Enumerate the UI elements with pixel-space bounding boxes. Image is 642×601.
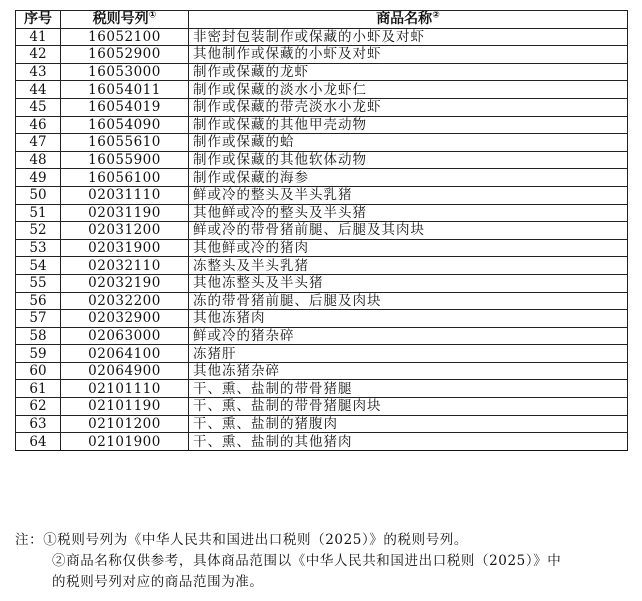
row-code: 02032190 xyxy=(61,274,189,292)
row-code: 16054011 xyxy=(61,81,189,99)
row-seq: 55 xyxy=(16,274,61,292)
row-name: 制作或保藏的淡水小龙虾仁 xyxy=(189,81,628,99)
table-row xyxy=(16,274,628,292)
table-row xyxy=(16,186,628,204)
row-code: 16054019 xyxy=(61,98,189,116)
row-code: 02101190 xyxy=(61,398,189,416)
row-code: 02064100 xyxy=(61,345,189,363)
row-code: 02031110 xyxy=(61,186,189,204)
row-seq: 50 xyxy=(16,186,61,204)
table-row xyxy=(16,292,628,310)
row-seq: 46 xyxy=(16,116,61,134)
row-seq: 48 xyxy=(16,151,61,169)
table-row xyxy=(16,28,628,46)
table-row xyxy=(16,204,628,222)
row-code: 16052900 xyxy=(61,46,189,64)
row-name: 鲜或冷的猪杂碎 xyxy=(189,327,628,345)
row-name: 冻猪肝 xyxy=(189,345,628,363)
row-seq: 49 xyxy=(16,169,61,187)
row-code: 16055610 xyxy=(61,134,189,152)
row-code: 02031900 xyxy=(61,239,189,257)
row-seq: 53 xyxy=(16,239,61,257)
table-row xyxy=(16,415,628,433)
row-name: 制作或保藏的龙虾 xyxy=(189,63,628,81)
row-name: 其他鲜或冷的猪肉 xyxy=(189,239,628,257)
table-row xyxy=(16,310,628,328)
row-code: 02101110 xyxy=(61,380,189,398)
row-name: 制作或保藏的带壳淡水小龙虾 xyxy=(189,98,628,116)
row-name: 干、熏、盐制的带骨猪腿肉块 xyxy=(189,398,628,416)
row-code: 02101900 xyxy=(61,433,189,451)
row-code: 16053000 xyxy=(61,63,189,81)
row-code: 02032200 xyxy=(61,292,189,310)
row-name: 制作或保藏的其他软体动物 xyxy=(189,151,628,169)
table-row xyxy=(16,239,628,257)
row-code: 02063000 xyxy=(61,327,189,345)
row-seq: 63 xyxy=(16,415,61,433)
row-code: 02032110 xyxy=(61,257,189,275)
note-2-line-2: 的税则号列对应的商品范围为准。 xyxy=(52,574,264,590)
note-2-line-1: ②商品名称仅供参考，具体商品范围以《中华人民共和国进出口税则（2025）》中 xyxy=(52,553,562,569)
note-1 xyxy=(15,530,630,551)
table-row xyxy=(16,63,628,81)
row-seq: 60 xyxy=(16,362,61,380)
header-seq: 序号 xyxy=(16,11,61,29)
row-name: 冻整头及半头乳猪 xyxy=(189,257,628,275)
header-name: 商品名称② xyxy=(189,11,628,29)
table-row xyxy=(16,380,628,398)
row-code: 02101200 xyxy=(61,415,189,433)
row-seq: 47 xyxy=(16,134,61,152)
table-row xyxy=(16,222,628,240)
row-seq: 54 xyxy=(16,257,61,275)
row-seq: 52 xyxy=(16,222,61,240)
tariff-table xyxy=(15,10,628,451)
row-seq: 58 xyxy=(16,327,61,345)
table-row xyxy=(16,46,628,64)
table-row xyxy=(16,362,628,380)
table-row xyxy=(16,327,628,345)
code-footnote-marker: ① xyxy=(148,10,157,21)
row-name: 干、熏、盐制的猪腹肉 xyxy=(189,415,628,433)
row-code: 02064900 xyxy=(61,362,189,380)
row-seq: 44 xyxy=(16,81,61,99)
footnotes xyxy=(15,530,630,593)
row-name: 非密封包装制作或保藏的小虾及对虾 xyxy=(189,28,628,46)
row-name: 鲜或冷的整头及半头乳猪 xyxy=(189,186,628,204)
row-seq: 62 xyxy=(16,398,61,416)
row-name: 干、熏、盐制的带骨猪腿 xyxy=(189,380,628,398)
row-seq: 45 xyxy=(16,98,61,116)
row-code: 16056100 xyxy=(61,169,189,187)
row-code: 02031200 xyxy=(61,222,189,240)
row-name: 其他冻猪肉 xyxy=(189,310,628,328)
row-code: 16052100 xyxy=(61,28,189,46)
table-row xyxy=(16,169,628,187)
table-row xyxy=(16,257,628,275)
row-name: 其他鲜或冷的整头及半头猪 xyxy=(189,204,628,222)
table-row xyxy=(16,151,628,169)
table-header-row xyxy=(16,11,628,29)
row-seq: 43 xyxy=(16,63,61,81)
row-name: 其他制作或保藏的小虾及对虾 xyxy=(189,46,628,64)
row-seq: 51 xyxy=(16,204,61,222)
row-name: 制作或保藏的蛤 xyxy=(189,134,628,152)
row-name: 冻的带骨猪前腿、后腿及肉块 xyxy=(189,292,628,310)
row-name: 其他冻猪杂碎 xyxy=(189,362,628,380)
table-row xyxy=(16,345,628,363)
row-seq: 61 xyxy=(16,380,61,398)
row-seq: 41 xyxy=(16,28,61,46)
table-row xyxy=(16,398,628,416)
row-name: 干、熏、盐制的其他猪肉 xyxy=(189,433,628,451)
notes-label: 注： xyxy=(15,532,44,548)
row-name: 其他冻整头及半头猪 xyxy=(189,274,628,292)
row-code: 02031190 xyxy=(61,204,189,222)
table-row xyxy=(16,134,628,152)
table-row xyxy=(16,433,628,451)
table-row xyxy=(16,98,628,116)
row-seq: 57 xyxy=(16,310,61,328)
row-name: 鲜或冷的带骨猪前腿、后腿及其肉块 xyxy=(189,222,628,240)
note-1-text: ①税则号列为《中华人民共和国进出口税则（2025）》的税则号列。 xyxy=(43,532,469,548)
name-footnote-marker: ② xyxy=(432,10,440,21)
table-row xyxy=(16,81,628,99)
row-seq: 59 xyxy=(16,345,61,363)
row-seq: 64 xyxy=(16,433,61,451)
row-code: 02032900 xyxy=(61,310,189,328)
header-code: 税则号列① xyxy=(61,11,189,29)
row-seq: 42 xyxy=(16,46,61,64)
row-name: 制作或保藏的其他甲壳动物 xyxy=(189,116,628,134)
row-code: 16055900 xyxy=(61,151,189,169)
row-seq: 56 xyxy=(16,292,61,310)
table-row xyxy=(16,116,628,134)
row-name: 制作或保藏的海参 xyxy=(189,169,628,187)
row-code: 16054090 xyxy=(61,116,189,134)
table-body xyxy=(16,28,628,450)
